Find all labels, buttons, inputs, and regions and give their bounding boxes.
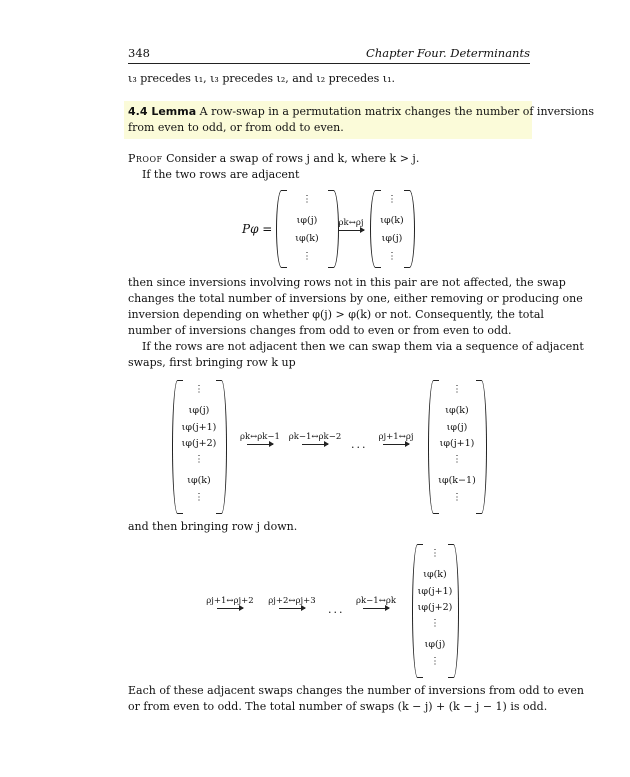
eq1-left-cell: ιφ(k): [295, 233, 319, 244]
eq2-left-cell: ⋮: [194, 384, 204, 395]
eq3-arrow-2: [262, 596, 322, 609]
lemma-line-1: [128, 104, 595, 120]
eq3-right-cell: ιφ(k): [423, 569, 447, 580]
eq3-arrow-line: [363, 608, 389, 609]
proof-line-1: [128, 151, 530, 167]
eq3-ellipsis: ...: [328, 603, 345, 616]
header-rule: [128, 63, 530, 64]
eq1-left-cell: ⋮: [302, 251, 312, 262]
eq2-left-cell: ιφ(k): [187, 475, 211, 486]
proof-text-1: Consider a swap of rows j and k, where k > j.: [166, 152, 420, 165]
eq1-right-cell: ⋮: [387, 251, 397, 262]
eq2-right-cell: ιφ(k−1): [438, 475, 476, 486]
eq2-arrow-1: [236, 432, 284, 445]
para1-line: then since inversions involving rows not in this pair are not affected, the swap: [128, 276, 566, 289]
para1-line: changes the total number of inversions by one, either removing or producing one: [128, 292, 583, 305]
eq2-left-cell: ιφ(j+2): [181, 438, 217, 449]
proof-line-2: If the two rows are adjacent: [142, 168, 300, 181]
chapter-title: Chapter Four. Determinants: [366, 46, 530, 60]
eq2-arrow-label: ρk↔ρk−1: [240, 432, 280, 442]
final-line: Each of these adjacent swaps changes the number of inversions from odd to even: [128, 684, 584, 697]
eq1-arrow-label: ρk↔ρj: [338, 218, 364, 228]
line-row-j-down: and then bringing row j down.: [128, 520, 298, 533]
eq2-arrow-label: ρj+1↔ρj: [378, 432, 414, 442]
eq1-right-cell: ιφ(j): [381, 233, 403, 244]
running-header: [128, 46, 530, 60]
lemma-title: 4.4 Lemma: [128, 105, 197, 118]
eq3-right-cell: ιφ(j+2): [417, 602, 453, 613]
eq1-left-cell: ⋮: [302, 194, 312, 205]
eq3-arrow-label: ρk−1↔ρk: [356, 596, 396, 606]
eq2-arrow-line: [383, 444, 409, 445]
eq1-arrow-line: [338, 230, 364, 231]
final-line: or from even to odd. The total number of swaps (k − j) + (k − j − 1) is odd.: [128, 700, 548, 713]
eq2-arrow-3: [374, 432, 418, 445]
eq3-right-cell: ιφ(j+1): [417, 586, 453, 597]
eq3-arrow-label: ρj+1↔ρj+2: [206, 596, 254, 606]
eq1-right-cell: ⋮: [387, 194, 397, 205]
eq2-arrow-2: [288, 432, 342, 445]
eq3-right-cell: ⋮: [430, 656, 440, 667]
eq2-right-cell: ιφ(j+1): [439, 438, 475, 449]
page-number: 348: [128, 46, 150, 60]
eq2-left-cell: ⋮: [194, 492, 204, 503]
eq2-left-cell: ιφ(j+1): [181, 422, 217, 433]
eq3-right-cell: ⋮: [430, 548, 440, 559]
lemma-line-2: from even to odd, or from odd to even.: [128, 121, 344, 134]
eq3-right-cell: ιφ(j): [424, 639, 446, 650]
eq3-arrow-label: ρj+2↔ρj+3: [268, 596, 316, 606]
eq3-arrow-1: [200, 596, 260, 609]
eq2-right-cell: ⋮: [452, 384, 462, 395]
eq3-arrow-line: [279, 608, 305, 609]
eq1-right-cell: ιφ(k): [380, 215, 404, 226]
proof-label: Proof: [128, 152, 163, 165]
lemma-text-1: A row-swap in a permutation matrix changes the number of inversions: [199, 105, 595, 118]
para2-line: swaps, first bringing row k up: [128, 356, 296, 369]
eq2-arrow-line: [302, 444, 328, 445]
para1-line: number of inversions changes from odd to even or from even to odd.: [128, 324, 512, 337]
eq2-arrow-line: [247, 444, 273, 445]
para1-line: inversion depending on whether φ(j) > φ(k) or not. Consequently, the total: [128, 308, 544, 321]
eq2-ellipsis: ...: [351, 438, 368, 451]
eq1-lhs: Pφ =: [242, 222, 273, 236]
eq2-right-cell: ⋮: [452, 454, 462, 465]
eq2-right-cell: ιφ(k): [445, 405, 469, 416]
para2-line: If the rows are not adjacent then we can swap them via a sequence of adjacent: [142, 340, 584, 353]
intro-line: ι₃ precedes ι₁, ι₃ precedes ι₂, and ι₂ precedes ι₁.: [128, 72, 396, 85]
eq3-arrow-3: [348, 596, 404, 609]
eq3-arrow-line: [217, 608, 243, 609]
eq2-right-cell: ⋮: [452, 492, 462, 503]
eq2-right-cell: ιφ(j): [446, 422, 468, 433]
eq2-left-cell: ⋮: [194, 454, 204, 465]
eq1-left-cell: ιφ(j): [296, 215, 318, 226]
eq2-arrow-label: ρk−1↔ρk−2: [288, 432, 342, 442]
eq3-right-cell: ⋮: [430, 618, 440, 629]
eq2-left-cell: ιφ(j): [188, 405, 210, 416]
